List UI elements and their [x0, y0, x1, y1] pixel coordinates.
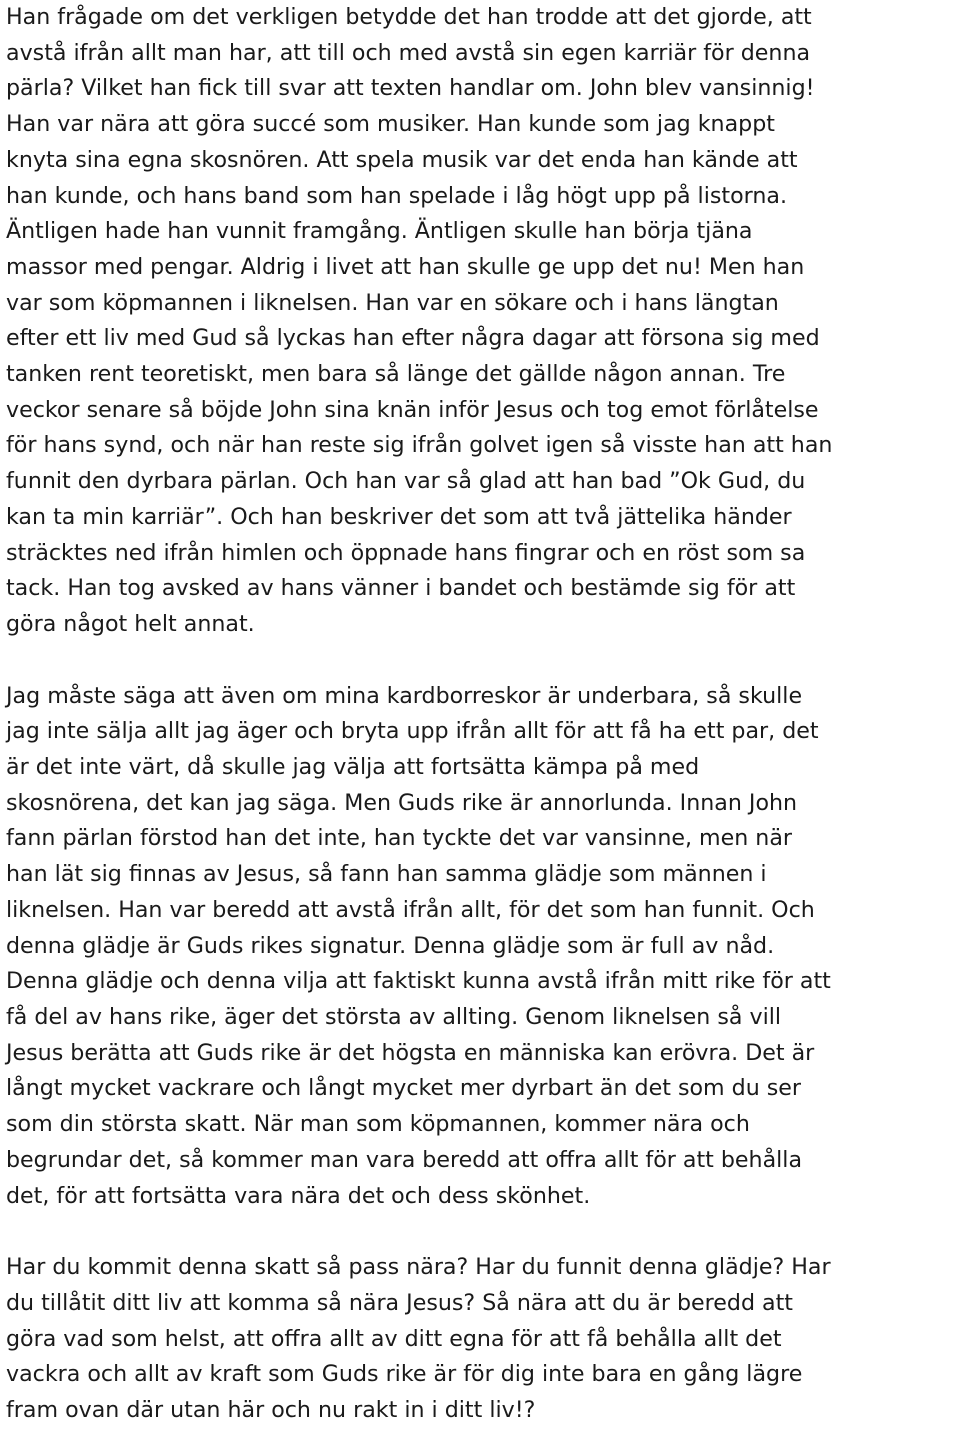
- text-line: jag inte sälja allt jag äger och bryta upp ifrån allt för att få ha ett par, det: [6, 718, 819, 745]
- text-line: denna glädje är Guds rikes signatur. Denna glädje som är full av nåd.: [6, 932, 775, 959]
- text-line: fann pärlan förstod han det inte, han tyckte det var vansinne, men när: [6, 825, 793, 852]
- text-line: tack. Han tog avsked av hans vänner i bandet och bestämde sig för att: [6, 575, 796, 602]
- text-line: massor med pengar. Aldrig i livet att han skulle ge upp det nu! Men han: [6, 253, 805, 280]
- text-line: pärla? Vilket han fick till svar att texten handlar om. John blev vansinnig!: [6, 75, 815, 102]
- text-line: som din största skatt. När man som köpmannen, kommer nära och: [6, 1111, 750, 1138]
- document-page: [6, 0, 956, 1429]
- paragraph-spacer: [6, 1214, 956, 1250]
- text-line: Jag måste säga att även om mina kardborreskor är underbara, så skulle: [6, 682, 803, 709]
- paragraph-3: [6, 1250, 956, 1429]
- text-line: han lät sig finnas av Jesus, så fann han samma glädje som männen i: [6, 861, 767, 888]
- text-line: liknelsen. Han var beredd att avstå ifrån allt, för det som han funnit. Och: [6, 896, 815, 923]
- text-line: veckor senare så böjde John sina knän inför Jesus och tog emot förlåtelse: [6, 396, 819, 423]
- text-line: begrundar det, så kommer man vara beredd att offra allt för att behålla: [6, 1146, 803, 1173]
- text-line: för hans synd, och när han reste sig ifrån golvet igen så visste han att han: [6, 432, 833, 459]
- text-line: knyta sina egna skosnören. Att spela musik var det enda han kände att: [6, 146, 798, 173]
- text-line: göra något helt annat.: [6, 610, 255, 637]
- text-line: funnit den dyrbara pärlan. Och han var så glad att han bad ”Ok Gud, du: [6, 468, 806, 495]
- text-line: sträcktes ned ifrån himlen och öppnade hans fingrar och en röst som sa: [6, 539, 806, 566]
- text-line: kan ta min karriär”. Och han beskriver det som att två jättelika händer: [6, 503, 792, 530]
- text-line: Har du kommit denna skatt så pass nära? Har du funnit denna glädje? Har: [6, 1254, 831, 1281]
- text-line: fram ovan där utan här och nu rakt in i ditt liv!?: [6, 1397, 536, 1424]
- text-line: det, för att fortsätta vara nära det och dess skönhet.: [6, 1182, 591, 1209]
- text-line: Jesus berätta att Guds rike är det högsta en människa kan erövra. Det är: [6, 1039, 815, 1066]
- text-line: efter ett liv med Gud så lyckas han efter några dagar att försona sig med: [6, 325, 820, 352]
- text-line: är det inte värt, då skulle jag välja att fortsätta kämpa på med: [6, 754, 700, 781]
- text-line: få del av hans rike, äger det största av allting. Genom liknelsen så vill: [6, 1003, 782, 1030]
- text-line: Han var nära att göra succé som musiker. Han kunde som jag knappt: [6, 111, 775, 138]
- text-line: Äntligen hade han vunnit framgång. Äntligen skulle han börja tjäna: [6, 218, 753, 245]
- paragraph-2: [6, 679, 956, 1215]
- text-line: Denna glädje och denna vilja att faktiskt kunna avstå ifrån mitt rike för att: [6, 968, 831, 995]
- text-line: vackra och allt av kraft som Guds rike är för dig inte bara en gång lägre: [6, 1361, 803, 1388]
- paragraph-1: [6, 0, 956, 643]
- text-line: skosnörena, det kan jag säga. Men Guds rike är annorlunda. Innan John: [6, 789, 798, 816]
- text-line: Han frågade om det verkligen betydde det han trodde att det gjorde, att: [6, 4, 812, 30]
- text-line: han kunde, och hans band som han spelade i låg högt upp på listorna.: [6, 182, 787, 209]
- text-line: tanken rent teoretiskt, men bara så länge det gällde någon annan. Tre: [6, 361, 786, 388]
- paragraph-spacer: [6, 643, 956, 679]
- text-line: långt mycket vackrare och långt mycket mer dyrbart än det som du ser: [6, 1075, 802, 1102]
- text-line: var som köpmannen i liknelsen. Han var en sökare och i hans längtan: [6, 289, 779, 316]
- text-line: du tillåtit ditt liv att komma så nära Jesus? Så nära att du är beredd att: [6, 1289, 793, 1316]
- text-line: avstå ifrån allt man har, att till och med avstå sin egen karriär för denna: [6, 39, 811, 66]
- text-line: göra vad som helst, att offra allt av ditt egna för att få behålla allt det: [6, 1325, 782, 1352]
